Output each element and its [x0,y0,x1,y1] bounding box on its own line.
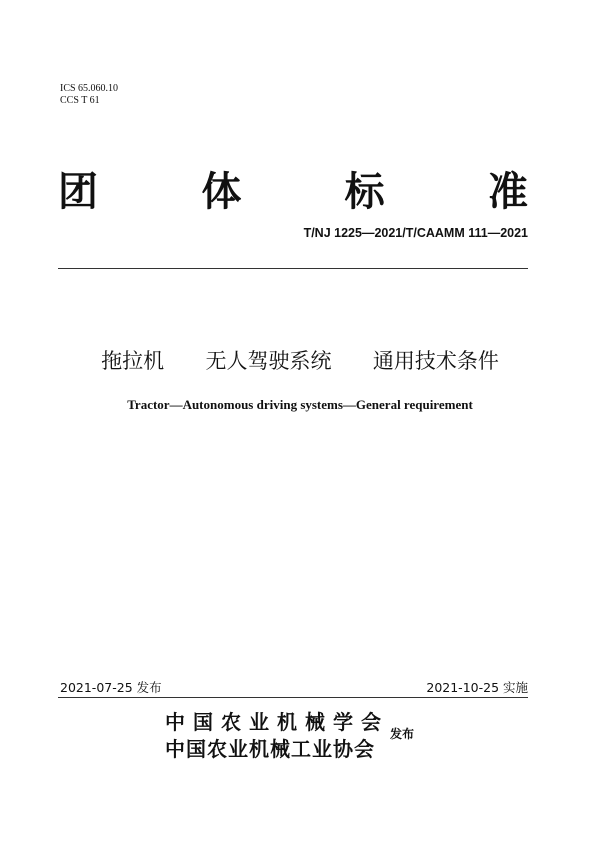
heading-char: 体 [201,169,242,215]
title-english: Tractor—Autonomous driving systems—General requirement [127,397,473,412]
publisher-2: 中国农业机械工业协会 [165,737,375,761]
heading-char: 团 [58,169,98,215]
issue-date: 2021-07-25 发布 [60,680,162,695]
publisher-1: 中国农业机械学会 [165,710,389,734]
ics-code: ICS 65.060.10 [60,83,119,94]
heading-char: 准 [487,169,528,215]
divider-bottom [58,697,528,698]
title-chinese: 拖拉机 无人驾驶系统 通用技术条件 [101,349,499,373]
implement-date: 2021-10-25 实施 [426,680,528,695]
standard-code: T/NJ 1225—2021/T/CAAMM 111—2021 [303,226,528,240]
document-type-heading [58,160,528,217]
publish-label: 发布 [390,727,415,741]
divider-top [58,268,528,269]
ccs-code: CCS T 61 [60,95,100,106]
heading-char: 标 [344,169,385,215]
